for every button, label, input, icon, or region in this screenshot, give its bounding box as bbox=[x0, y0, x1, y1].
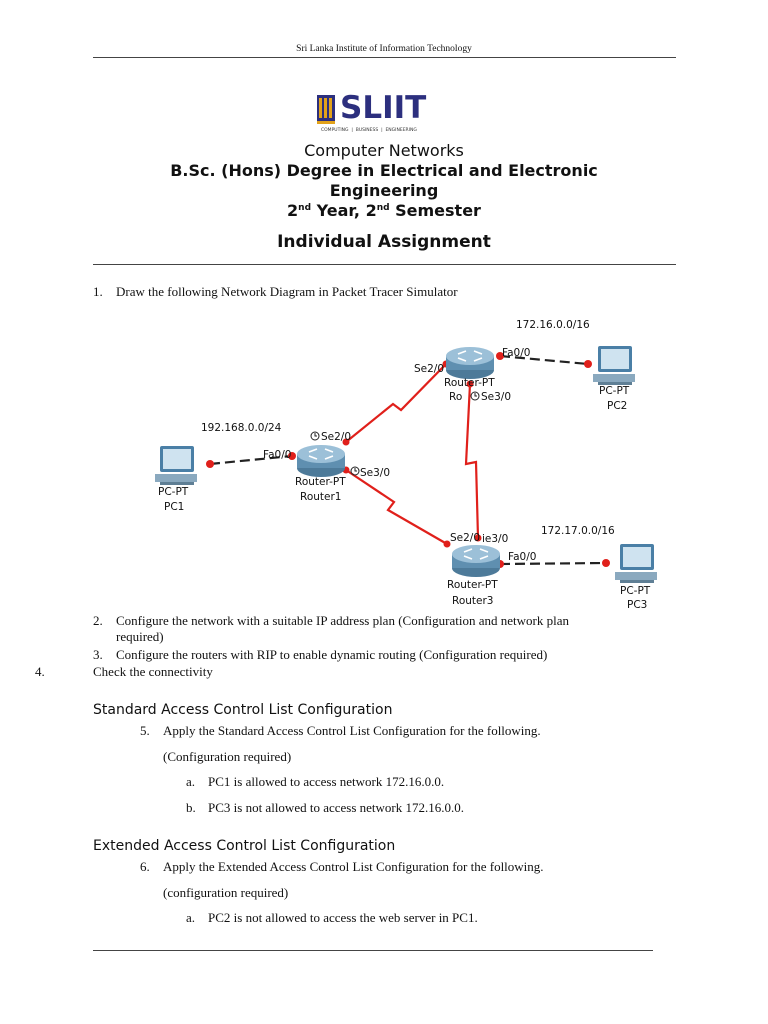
header-rule bbox=[93, 57, 676, 58]
if-r1-fa: Fa0/0 bbox=[263, 449, 292, 461]
if-r1-se3: Se3/0 bbox=[360, 467, 391, 479]
extended-acl-heading: Extended Access Control List Configuration bbox=[93, 838, 396, 854]
network-label-r1: 192.168.0.0/24 bbox=[201, 422, 282, 434]
logo-wordmark: SLIIT bbox=[340, 90, 427, 126]
question-5: 5. Apply the Standard Access Control List Configuration for the following. bbox=[140, 723, 541, 738]
pc2-icon bbox=[593, 346, 635, 385]
link-router1-router2 bbox=[346, 364, 446, 442]
question-1: 1. Draw the following Network Diagram in Packet Tracer Simulator bbox=[93, 284, 458, 299]
pc2-name: PC2 bbox=[607, 400, 628, 412]
standard-item-a: a. PC1 is allowed to access network 172.16.0.0. bbox=[186, 774, 445, 789]
if-r3-se3: ie3/0 bbox=[482, 533, 509, 545]
link-router1-router3 bbox=[346, 470, 447, 544]
pc1-type: PC-PT bbox=[158, 486, 189, 498]
router3-type: Router-PT bbox=[447, 579, 498, 591]
router2-type: Router-PT bbox=[444, 377, 495, 389]
network-label-r3: 172.17.0.0/16 bbox=[541, 525, 615, 537]
extended-item-a: a. PC2 is not allowed to access the web server in PC1. bbox=[186, 910, 478, 925]
pc2-type: PC-PT bbox=[599, 385, 630, 397]
question-2: 2. Configure the network with a suitable IP address plan (Configuration and network plan required) bbox=[93, 613, 569, 644]
router1-icon bbox=[297, 445, 345, 477]
year-semester: 2nd Year, 2nd Semester bbox=[287, 201, 481, 220]
degree-line: B.Sc. (Hons) Degree in Electrical and Electronic bbox=[170, 161, 598, 180]
logo-tagline: COMPUTING | BUSINESS | ENGINEERING bbox=[321, 128, 417, 133]
network-label-r2: 172.16.0.0/16 bbox=[516, 319, 590, 331]
link-router3-pc3 bbox=[500, 563, 606, 564]
if-r2-se3: Se3/0 bbox=[481, 391, 512, 403]
title-rule bbox=[93, 264, 676, 265]
if-r3-se: Se2/0 bbox=[450, 532, 481, 544]
router1-name: Router1 bbox=[300, 491, 342, 503]
if-r1-se2: Se2/0 bbox=[321, 431, 352, 443]
title-block bbox=[0, 141, 768, 252]
pc1-name: PC1 bbox=[164, 501, 185, 513]
standard-acl-heading: Standard Access Control List Configuration bbox=[93, 702, 393, 718]
question-5-note: (Configuration required) bbox=[163, 749, 292, 764]
router3-icon bbox=[452, 545, 500, 577]
pc1-icon bbox=[155, 446, 197, 485]
network-diagram bbox=[0, 312, 768, 612]
assignment-title: Individual Assignment bbox=[277, 232, 491, 252]
question-6-note: (configuration required) bbox=[163, 885, 289, 900]
pc3-name: PC3 bbox=[627, 599, 648, 611]
router2-icon bbox=[446, 347, 494, 379]
sliit-logo bbox=[316, 92, 456, 138]
pc3-icon bbox=[615, 544, 657, 583]
question-3: 3. Configure the routers with RIP to enable dynamic routing (Configuration required) bbox=[93, 647, 548, 662]
institute-header: Sri Lanka Institute of Information Technology bbox=[296, 44, 472, 54]
router3-name: Router3 bbox=[452, 595, 494, 607]
question-6: 6. Apply the Extended Access Control List Configuration for the following. bbox=[140, 859, 544, 874]
standard-item-b: b. PC3 is not allowed to access network 172.16.0.0. bbox=[186, 800, 464, 815]
pc3-type: PC-PT bbox=[620, 585, 651, 597]
router2-name: Ro bbox=[449, 391, 463, 403]
footer-rule bbox=[93, 950, 653, 951]
degree-line-2: Engineering bbox=[329, 181, 439, 200]
if-r3-fa: Fa0/0 bbox=[508, 551, 537, 563]
link-router2-router3 bbox=[466, 384, 478, 538]
question-4: 4. Check the connectivity bbox=[35, 664, 213, 679]
router1-type: Router-PT bbox=[295, 476, 346, 488]
if-r2-fa: Fa0/0 bbox=[502, 347, 531, 359]
course-title: Computer Networks bbox=[304, 141, 464, 160]
if-r2-se2: Se2/0 bbox=[414, 363, 445, 375]
